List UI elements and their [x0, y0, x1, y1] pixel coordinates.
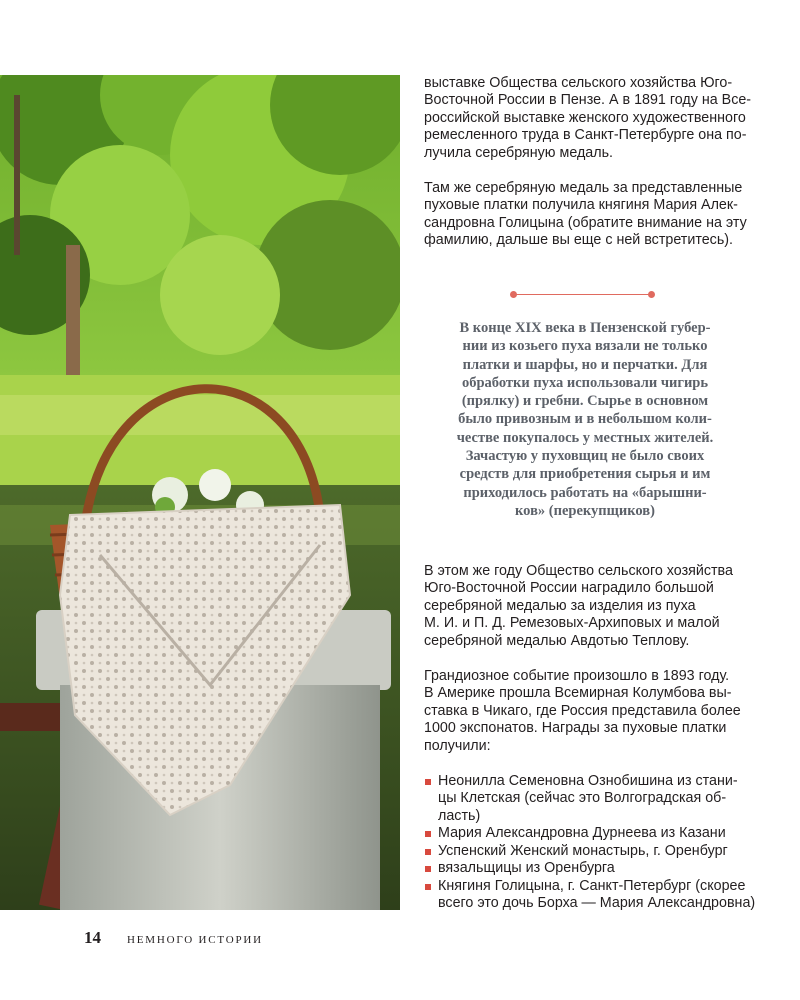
text-line: серебряной медалью Авдотью Теплову. — [424, 632, 690, 649]
divider-dot-right — [648, 291, 655, 298]
basket-shawl-photo — [0, 75, 400, 910]
text-line: сандровна Голицына (обратите внимание на эту — [424, 214, 747, 231]
paragraph-2 — [424, 180, 754, 250]
callout-line: платки и шарфы, но и перчатки. Для — [462, 356, 708, 373]
page-footer — [84, 928, 263, 948]
list-item — [424, 843, 764, 860]
text-line: 1000 экспонатов. Награды за пуховые платки — [424, 720, 727, 737]
list-item-line: цы Клетская (сейчас это Волгоградская об- — [438, 790, 727, 807]
paragraph-1 — [424, 75, 754, 162]
list-item — [424, 773, 764, 825]
list-item-line: всего это дочь Борха — Мария Александровна) — [438, 894, 756, 911]
awards-list — [424, 773, 764, 912]
text-line: Восточной России в Пензе. А в 1891 году на Все- — [424, 92, 752, 109]
list-item — [424, 825, 764, 842]
callout-box — [440, 319, 730, 520]
text-line: получили: — [424, 737, 491, 754]
callout-line: честве покупалось у местных жителей. — [456, 429, 714, 446]
callout-line: приходилось работать на «барышни- — [463, 484, 707, 501]
text-line: В Америке прошла Всемирная Колумбова вы- — [424, 685, 732, 702]
text-line: лучила серебряную медаль. — [424, 144, 614, 161]
text-line: М. И. и П. Д. Ремезовых-Архиповых и малой — [424, 615, 720, 632]
callout-line: (прялку) и гребни. Сырье в основном — [461, 393, 709, 410]
text-line: В этом же году Общество сельского хозяйства — [424, 563, 733, 579]
text-line: серебряной медалью за изделия из пуха — [424, 597, 696, 614]
text-line: выставке Общества сельского хозяйства Юго- — [424, 75, 733, 91]
list-item-line: Мария Александровна Дурнеева из Казани — [438, 825, 726, 842]
text-line: Грандиозное событие произошло в 1893 году. — [424, 668, 730, 685]
bottom-text-column — [424, 563, 764, 912]
decorative-divider — [510, 291, 655, 299]
list-item-line: вязальщицы из Оренбурга — [438, 860, 615, 877]
callout-line: средств для приобретения сырья и им — [459, 466, 711, 483]
callout-line: было привозным и в небольшом коли- — [458, 411, 712, 428]
page-number: 14 — [84, 928, 101, 947]
callout-line: Зачастую у пуховщиц не было своих — [465, 448, 705, 465]
list-item-line: Неонилла Семеновна Ознобишина из стани- — [438, 773, 738, 790]
list-item-line: ласть) — [438, 807, 481, 824]
text-line: пуховые платки получила княгиня Мария Алек- — [424, 197, 738, 214]
paragraph-3 — [424, 563, 764, 650]
section-title: НЕМНОГО ИСТОРИИ — [127, 934, 263, 946]
text-line: ставка в Чикаго, где Россия представила более — [424, 702, 741, 719]
text-line: Там же серебряную медаль за представленные — [424, 180, 743, 197]
list-item — [424, 878, 764, 913]
text-line: ремесленного труда в Санкт-Петербурге она по- — [424, 127, 747, 144]
paragraph-4 — [424, 668, 764, 755]
text-line: фамилию, дальше вы еще с ней встретитесь). — [424, 232, 734, 249]
text-line: российской выставке женского художественного — [424, 109, 746, 126]
divider-line — [514, 294, 651, 295]
top-text-column — [424, 75, 754, 250]
callout-text — [440, 319, 730, 520]
list-item — [424, 860, 764, 877]
callout-line: нии из козьего пуха вязали не только — [462, 338, 708, 355]
callout-line: ков» (перекупщиков) — [515, 502, 655, 519]
callout-line: В конце XIX века в Пензенской губер- — [459, 320, 711, 336]
divider-dot-left — [510, 291, 517, 298]
list-item-line: Успенский Женский монастырь, г. Оренбург — [438, 842, 728, 859]
text-line: Юго-Восточной России наградило большой — [424, 580, 714, 597]
callout-line: обработки пуха использовали чигирь — [461, 374, 709, 391]
list-item-line: Княгиня Голицына, г. Санкт-Петербург (скорее — [438, 877, 746, 894]
